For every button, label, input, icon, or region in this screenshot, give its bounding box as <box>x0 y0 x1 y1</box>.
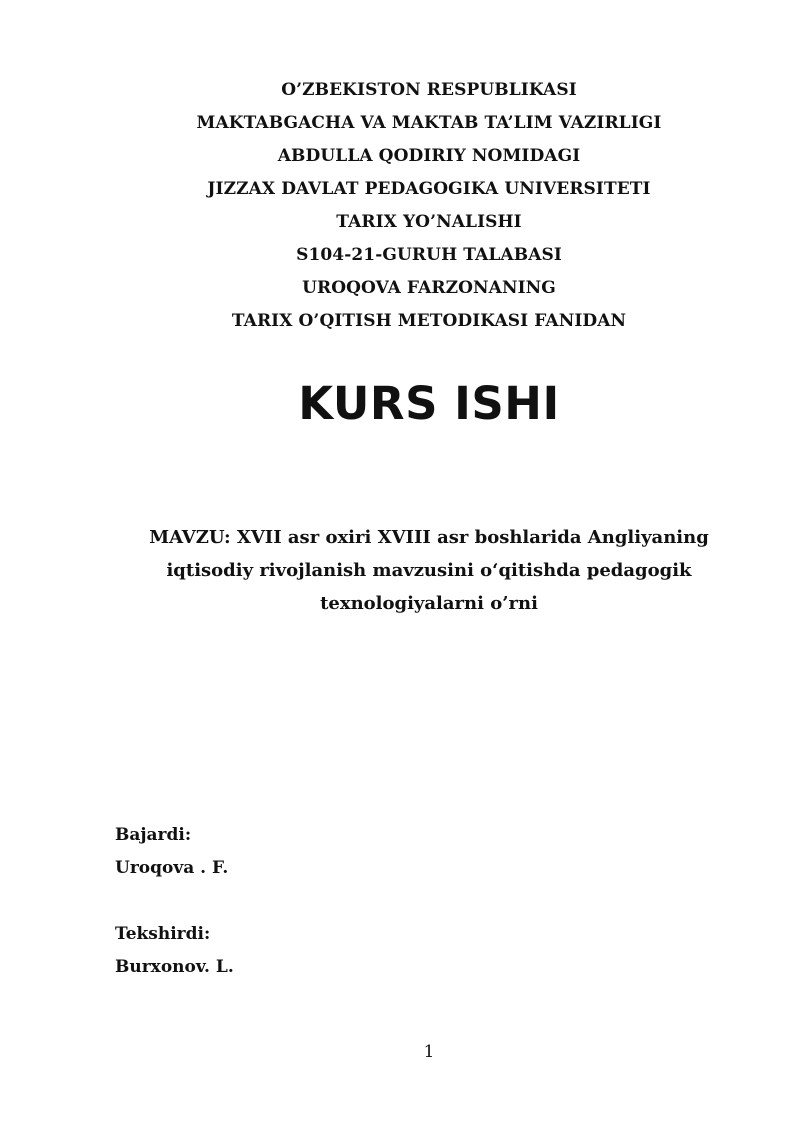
header-country: O’ZBEKISTON RESPUBLIKASI <box>281 80 577 100</box>
topic-line: MAVZU: XVII asr oxiri XVIII asr boshlarida Angliyaning <box>149 527 709 548</box>
institution-header <box>0 74 800 338</box>
performed-by-label: Bajardi: <box>115 825 192 845</box>
header-ministry: MAKTABGACHA VA MAKTAB TA’LIM VAZIRLIGI <box>196 113 662 133</box>
document-title: KURS ISHI <box>298 377 560 430</box>
topic-block <box>60 521 798 620</box>
header-direction: TARIX YO’NALISHI <box>336 212 522 232</box>
header-student: UROQOVA FARZONANING <box>302 278 556 298</box>
page-number: 1 <box>423 1042 435 1062</box>
checked-by-name: Burxonov. L. <box>115 957 234 977</box>
performed-by-block <box>115 819 228 885</box>
header-group: S104-21-GURUH TALABASI <box>296 245 562 265</box>
topic-line: texnologiyalarni o’rni <box>320 593 538 614</box>
checked-by-label: Tekshirdi: <box>115 924 211 944</box>
checked-by-block <box>115 918 234 984</box>
performed-by-name: Uroqova . F. <box>115 858 229 878</box>
header-university: JIZZAX DAVLAT PEDAGOGIKA UNIVERSITETI <box>207 179 651 199</box>
topic-line: iqtisodiy rivojlanish mavzusini o‘qitishda pedagogik <box>166 560 692 581</box>
header-subject: TARIX O’QITISH METODIKASI FANIDAN <box>231 311 627 331</box>
header-named-after: ABDULLA QODIRIY NOMIDAGI <box>277 146 581 166</box>
